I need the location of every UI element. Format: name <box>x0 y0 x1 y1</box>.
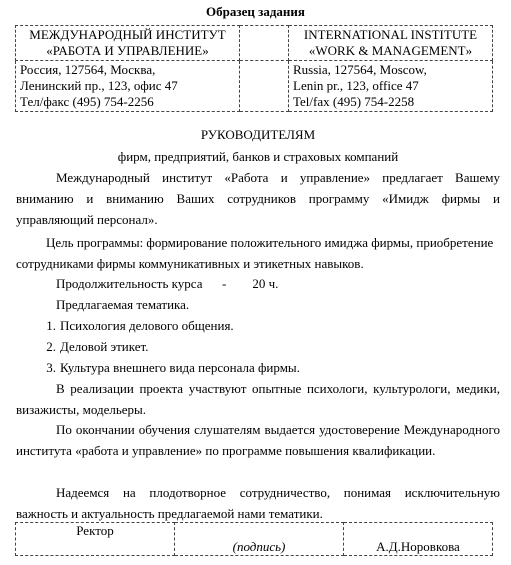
recipient-line2: фирм, предприятий, банков и страховых компаний <box>117 149 399 164</box>
ru-addr-line3: Тел/факс (495) 754-2256 <box>20 94 154 109</box>
course-duration: Продолжительность курса - 20 ч. <box>56 276 279 291</box>
recipient-line1: РУКОВОДИТЕЛЯМ <box>200 127 316 142</box>
topics-list <box>16 315 300 378</box>
paragraph-intro: Международный институт «Работа и управление» предлагает Вашему вниманию и вниманию Ваших сотрудников программу «Имидж фирмы и управляющий персонал». <box>16 170 500 227</box>
topics-title: Предлагаемая тематика. <box>56 297 190 312</box>
en-org-line2: «WORK & MANAGEMENT» <box>308 43 473 58</box>
signature-position: Ректор <box>16 523 175 556</box>
letterhead-en-address <box>289 61 493 112</box>
list-item: 1. Психология делового общения. <box>46 318 234 333</box>
paragraph-participants: В реализации проекта участвуют опытные психологи, культурологи, медики, визажисты, модельеры. <box>16 381 500 417</box>
letterhead-table <box>15 25 493 112</box>
ru-org-line1: МЕЖДУНАРОДНЫЙ ИНСТИТУТ <box>29 27 226 42</box>
document-title: Образец задания <box>206 4 305 19</box>
signature-label: (подпись) <box>175 523 344 556</box>
en-addr-line1: Russia, 127564, Moscow, <box>293 62 427 77</box>
list-item: 2. Деловой этикет. <box>46 339 149 354</box>
en-org-line1: INTERNATIONAL INSTITUTE <box>303 27 478 42</box>
letterhead-spacer <box>240 26 289 61</box>
en-addr-line3: Tel/fax (495) 754-2258 <box>293 94 415 109</box>
paragraph-certificate: По окончании обучения слушателям выдается удостоверение Международного института «работа и управление» по программе повышения квалификации. <box>16 422 500 458</box>
ru-addr-line1: Россия, 127564, Москва, <box>20 62 156 77</box>
letterhead-ru-org <box>16 26 240 61</box>
paragraph-closing: Надеемся на плодотворное сотрудничество, понимая исключительную важность и актуальность предлагаемой нами тематики. <box>16 485 500 521</box>
letterhead-ru-address <box>16 61 240 112</box>
paragraph-goal: Цель программы: формирование положительного имиджа фирмы, приобретение сотрудниками фирмы коммуникативных и этикетных навыков. <box>16 235 494 271</box>
ru-addr-line2: Ленинский пр., 123, офис 47 <box>20 78 178 93</box>
list-item: 3. Культура внешнего вида персонала фирмы. <box>46 360 300 375</box>
signature-table <box>15 522 493 556</box>
letterhead-spacer <box>240 61 289 112</box>
letterhead-en-org <box>289 26 493 61</box>
ru-org-line2: «РАБОТА И УПРАВЛЕНИЕ» <box>46 43 209 58</box>
signature-name: А.Д.Норовкова <box>344 523 493 556</box>
en-addr-line2: Lenin pr., 123, office 47 <box>293 78 419 93</box>
